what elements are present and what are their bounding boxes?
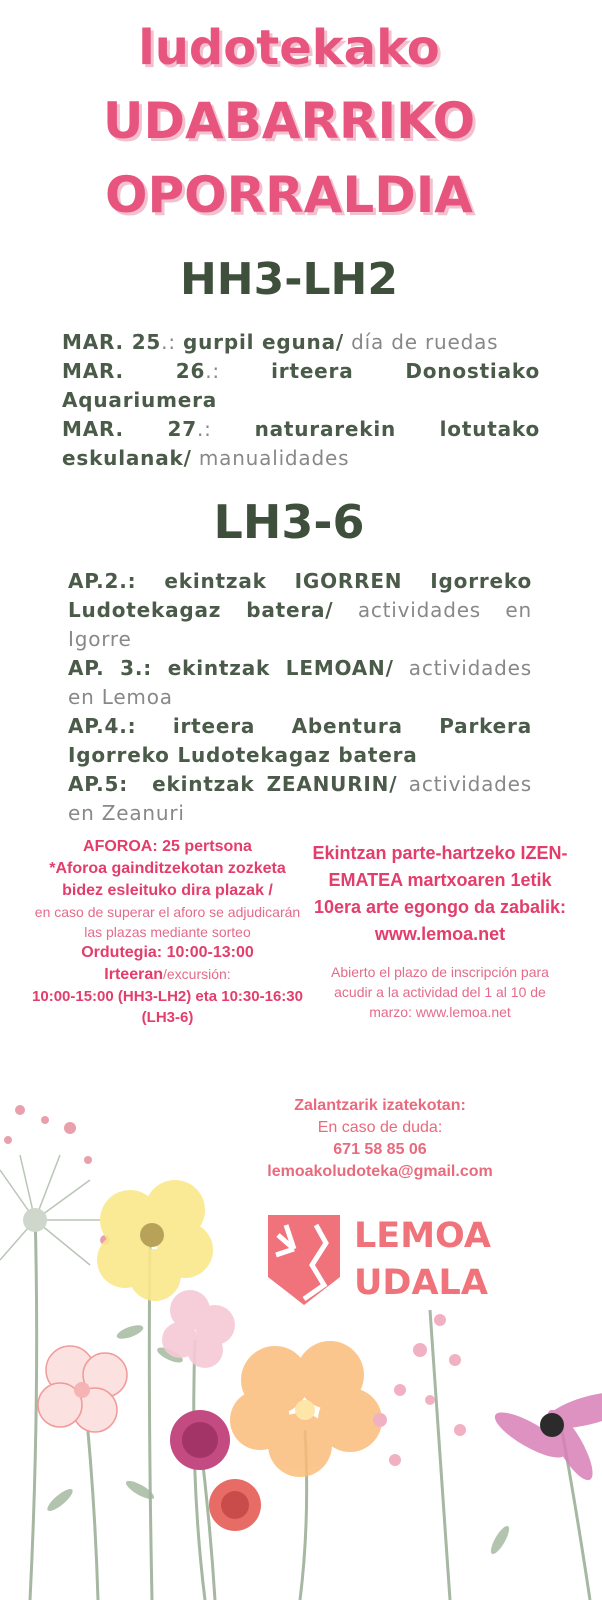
item-date: MAR. 25 — [62, 330, 162, 354]
item-sep: .: — [119, 714, 173, 738]
schedule-item — [62, 328, 540, 357]
item-es: manualidades — [191, 446, 350, 470]
item-es: día de ruedas — [343, 330, 499, 354]
trip-label-es: /excursión: — [163, 966, 231, 982]
capacity-info — [30, 836, 305, 1028]
item-eu: ekintzak LEMOAN/ — [167, 656, 394, 680]
item-date: AP. 3 — [68, 656, 135, 680]
logo-line-1: LEMOA — [354, 1216, 491, 1256]
item-date: AP.4 — [68, 714, 120, 738]
schedule-item — [62, 357, 540, 415]
trip-label: Irteeran — [104, 966, 163, 983]
item-date: AP.5 — [68, 772, 120, 796]
title-line-3: OPORRALDIA — [104, 166, 474, 224]
registration-eu: Ekintzan parte-hartzeko IZEN-EMATEA martxoaren 1etik 10era arte egongo da zabalik: www.lemoa.net — [312, 843, 568, 944]
contact-phone: 671 58 85 06 — [333, 1141, 427, 1158]
title-line-1: ludotekako — [138, 20, 440, 76]
item-eu: ekintzak ZEANURIN/ — [152, 772, 398, 796]
capacity-lottery-eu: *Aforoa gainditzekotan zozketa bidez esleituko dira plazak / — [49, 860, 286, 899]
group2-heading: LH3-6 — [213, 495, 365, 549]
group2-schedule — [68, 567, 532, 828]
logo-text — [354, 1213, 491, 1307]
item-eu: naturarekin lotutako eskulanak/ — [62, 417, 540, 470]
item-es: actividades en Igorre — [68, 598, 532, 651]
registration-es: Abierto el plazo de inscripción para acudir a la actividad del 1 al 10 de marzo: www.lemoa.net — [331, 964, 549, 1020]
item-sep: .: — [205, 359, 272, 383]
item-date: MAR. 27 — [62, 417, 197, 441]
contact-email[interactable]: lemoakoludoteka@gmail.com — [267, 1163, 493, 1180]
capacity-title: AFOROA: 25 pertsona — [83, 838, 252, 855]
item-es: actividades en Zeanuri — [68, 772, 533, 825]
schedule-item — [68, 654, 532, 712]
schedule-item — [68, 770, 532, 828]
lemoa-udala-logo-icon — [268, 1215, 340, 1305]
contact-info — [230, 1095, 530, 1183]
logo-line-2: UDALA — [354, 1263, 488, 1303]
item-sep: .: — [161, 330, 184, 354]
contact-question-es: En caso de duda: — [317, 1119, 443, 1136]
item-sep: .: — [134, 656, 168, 680]
trip-times: 10:00-15:00 (HH3-LH2) eta 10:30-16:30 (LH3-6) — [32, 988, 303, 1026]
contact-question: Zalantzarik izatekotan: — [294, 1097, 466, 1114]
item-eu: gurpil eguna/ — [183, 330, 344, 354]
capacity-lottery-es: en caso de superar el aforo se adjudicarán las plazas mediante sorteo — [34, 904, 301, 940]
group1-heading: HH3-LH2 — [179, 254, 398, 305]
item-eu: irteera Donostiako Aquariumera — [62, 359, 540, 412]
schedule-hours: Ordutegia: 10:00-13:00 — [81, 944, 254, 961]
item-sep: .: — [196, 417, 255, 441]
title-line-2: UDABARRIKO — [102, 92, 476, 150]
schedule-item — [68, 712, 532, 770]
item-es: actividades en Lemoa — [68, 656, 532, 709]
item-date: MAR. 26 — [62, 359, 206, 383]
item-eu: ekintzak IGORREN Igorreko Ludotekagaz batera/ — [68, 569, 532, 622]
schedule-item — [68, 567, 532, 654]
item-sep: .: — [119, 569, 165, 593]
item-date: AP.2 — [68, 569, 120, 593]
group1-schedule — [62, 328, 540, 473]
item-sep: : — [119, 772, 153, 796]
item-eu: irteera Abentura Parkera Igorreko Ludotekagaz batera — [68, 714, 532, 767]
schedule-item — [62, 415, 540, 473]
